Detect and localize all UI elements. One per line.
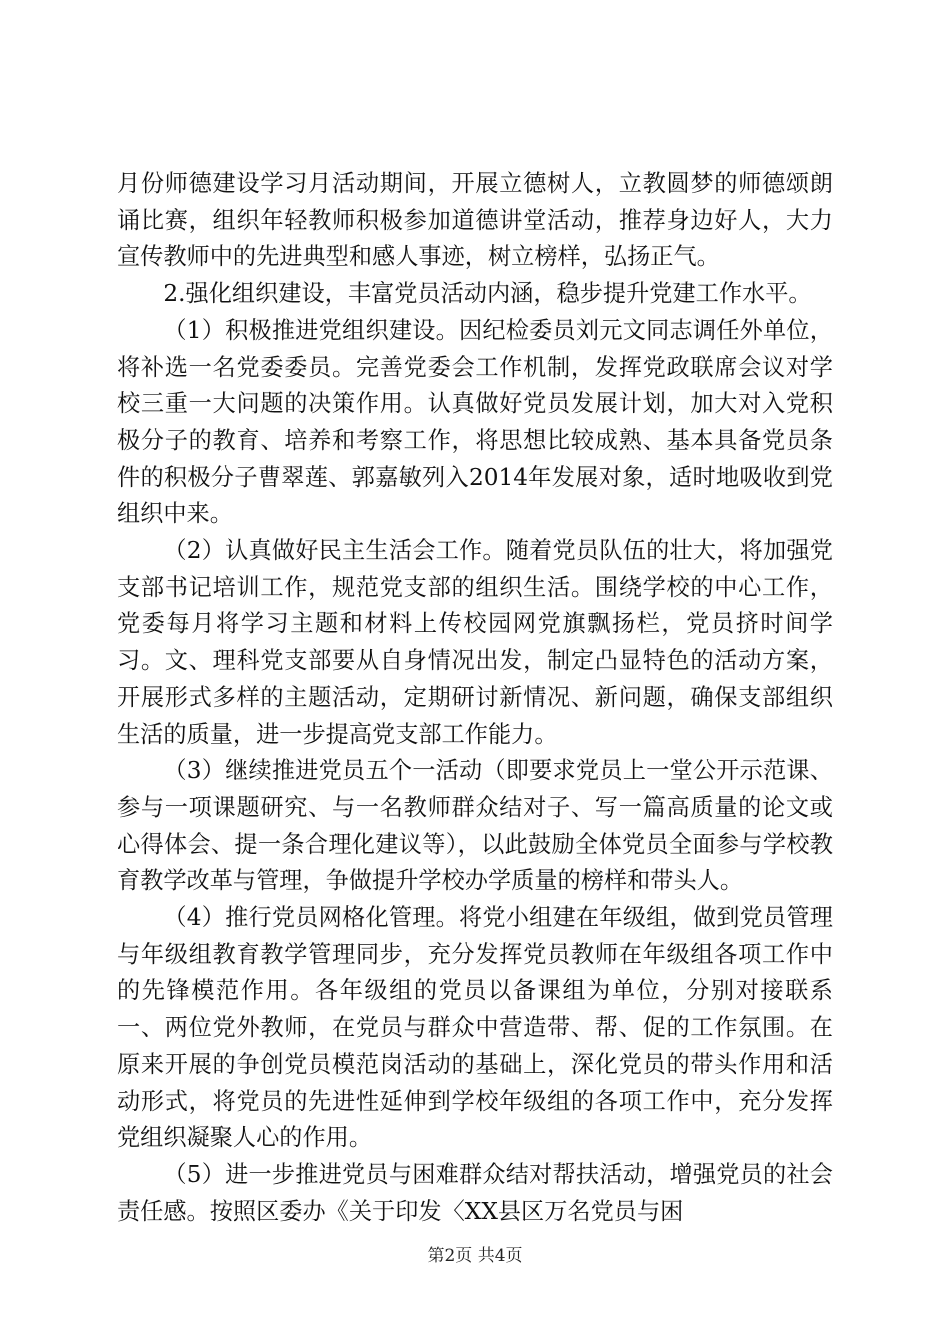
paragraph-1: 月份师德建设学习月活动期间，开展立德树人，立教圆梦的师德颂朗诵比赛，组织年轻教师积极参加道德讲堂活动，推荐身边好人，大力宣传教师中的先进典型和感人事迹，树立榜样，弘扬正气。 bbox=[117, 170, 833, 271]
document-body bbox=[117, 166, 833, 1230]
paragraph-4: （2）认真做好民主生活会工作。随着党员队伍的壮大，将加强党支部书记培训工作，规范党支部的组织生活。围绕学校的中心工作，党委每月将学习主题和材料上传校园网党旗飘扬栏，党员挤时间学习。文、理科党支部要从自身情况出发，制定凸显特色的活动方案，开展形式多样的主题活动，定期研讨新情况、新问题，确保支部组织生活的质量，进一步提高党支部工作能力。 bbox=[117, 537, 833, 748]
paragraph-7: （5）进一步推进党员与困难群众结对帮扶活动，增强党员的社会责任感。按照区委办《关于印发〈XX县区万名党员与困 bbox=[117, 1160, 833, 1225]
paragraph-5: （3）继续推进党员五个一活动（即要求党员上一堂公开示范课、参与一项课题研究、与一名教师群众结对子、写一篇高质量的论文或心得体会、提一条合理化建议等），以此鼓励全体党员全面参与学校教育教学改革与管理，争做提升学校办学质量的榜样和带头人。 bbox=[117, 757, 833, 895]
page-footer: 第2页 共4页 bbox=[427, 1246, 523, 1266]
paragraph-2: 2.强化组织建设，丰富党员活动内涵，稳步提升党建工作水平。 bbox=[163, 280, 812, 308]
paragraph-3: （1）积极推进党组织建设。因纪检委员刘元文同志调任外单位，将补选一名党委委员。完善党委会工作机制，发挥党政联席会议对学校三重一大问题的决策作用。认真做好党员发展计划，加大对入党积极分子的教育、培养和考察工作，将思想比较成熟、基本具备党员条件的积极分子曹翠莲、郭嘉敏列入2014年发展对象，适时地吸收到党组织中来。 bbox=[117, 316, 833, 528]
paragraph-6: （4）推行党员网格化管理。将党小组建在年级组，做到党员管理与年级组教育教学管理同步，充分发挥党员教师在年级组各项工作中的先锋模范作用。各年级组的党员以备课组为单位，分别对接联系一、两位党外教师，在党员与群众中营造带、帮、促的工作氛围。在原来开展的争创党员模范岗活动的基础上，深化党员的带头作用和活动形式，将党员的先进性延伸到学校年级组的各项工作中，充分发挥党组织凝聚人心的作用。 bbox=[117, 904, 833, 1152]
